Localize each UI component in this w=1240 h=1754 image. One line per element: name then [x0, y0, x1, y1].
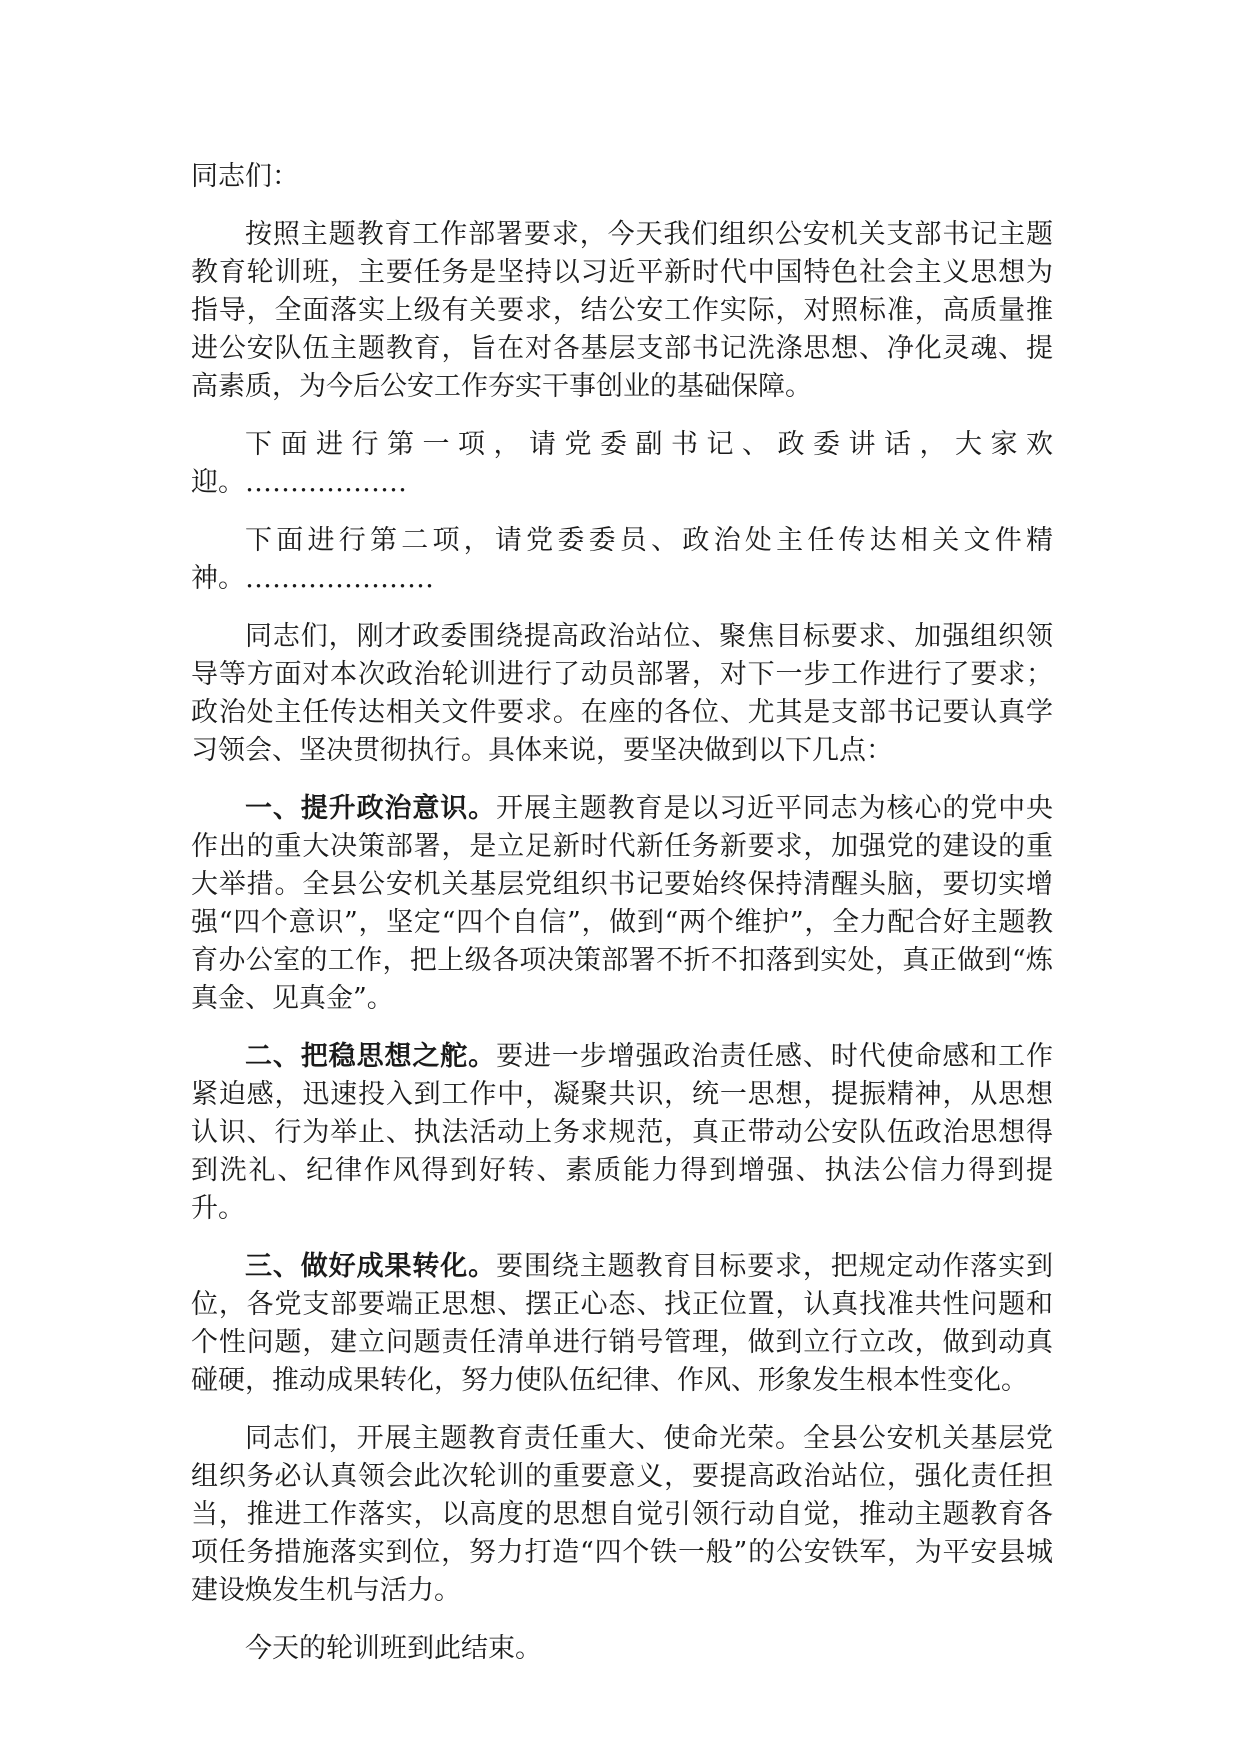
paragraph-item-one: 下面进行第一项，请党委副书记、政委讲话，大家欢迎。………………	[191, 429, 1053, 498]
point-one-heading: 一、提升政治意识。	[245, 793, 497, 824]
paragraph-summary: 同志们，刚才政委围绕提高政治站位、聚焦目标要求、加强组织领导等方面对本次政治轮训进行了动员部署，对下一步工作进行了要求；政治处主任传达相关文件要求。在座的各位、尤其是支部书记要认真学习领会、坚决贯彻执行。具体来说，要坚决做到以下几点：	[191, 621, 1053, 766]
paragraph-intro: 按照主题教育工作部署要求，今天我们组织公安机关支部书记主题教育轮训班，主要任务是坚持以习近平新时代中国特色社会主义思想为指导，全面落实上级有关要求，结公安工作实际，对照标准，高质量推进公安队伍主题教育，旨在对各基层支部书记洗涤思想、净化灵魂、提高素质，为今后公安工作夯实干事创业的基础保障。	[191, 219, 1053, 402]
paragraph-point-two	[191, 1038, 1053, 1228]
point-three-heading: 三、做好成果转化。	[245, 1251, 497, 1282]
paragraph-end: 今天的轮训班到此结束。	[245, 1633, 542, 1664]
document-body	[191, 158, 1053, 1688]
greeting: 同志们：	[191, 161, 299, 192]
point-two-heading: 二、把稳思想之舵。	[245, 1041, 497, 1072]
point-two-text: 要进一步增强政治责任感、时代使命感和工作紧迫感，迅速投入到工作中，凝聚共识，统一思想，提振精神，从思想认识、行为举止、执法活动上务求规范，真正带动公安队伍政治思想得到洗礼、纪律作风得到好转、素质能力得到增强、执法公信力得到提升。	[191, 1041, 1054, 1224]
paragraph-closing: 同志们，开展主题教育责任重大、使命光荣。全县公安机关基层党组织务必认真领会此次轮训的重要意义，要提高政治站位，强化责任担当，推进工作落实，以高度的思想自觉引领行动自觉，推动主题教育各项任务措施落实到位，努力打造“四个铁一般”的公安铁军，为平安县城建设焕发生机与活力。	[191, 1423, 1053, 1606]
point-three-text: 要围绕主题教育目标要求，把规定动作落实到位，各党支部要端正思想、摆正心态、找正位置，认真找准共性问题和个性问题，建立问题责任清单进行销号管理，做到立行立改，做到动真碰硬，推动成果转化，努力使队伍纪律、作风、形象发生根本性变化。	[191, 1251, 1054, 1396]
paragraph-point-one	[191, 790, 1053, 1018]
paragraph-point-three	[191, 1248, 1053, 1400]
point-one-text: 开展主题教育是以习近平同志为核心的党中央作出的重大决策部署，是立足新时代新任务新要求，加强党的建设的重大举措。全县公安机关基层党组织书记要始终保持清醒头脑，要切实增强“四个意识”，坚定“四个自信”，做到“两个维护”，全力配合好主题教育办公室的工作，把上级各项决策部署不折不扣落到实处，真正做到“炼真金、见真金”。	[191, 793, 1054, 1014]
paragraph-item-two: 下面进行第二项，请党委委员、政治处主任传达相关文件精神。…………………	[191, 525, 1053, 594]
